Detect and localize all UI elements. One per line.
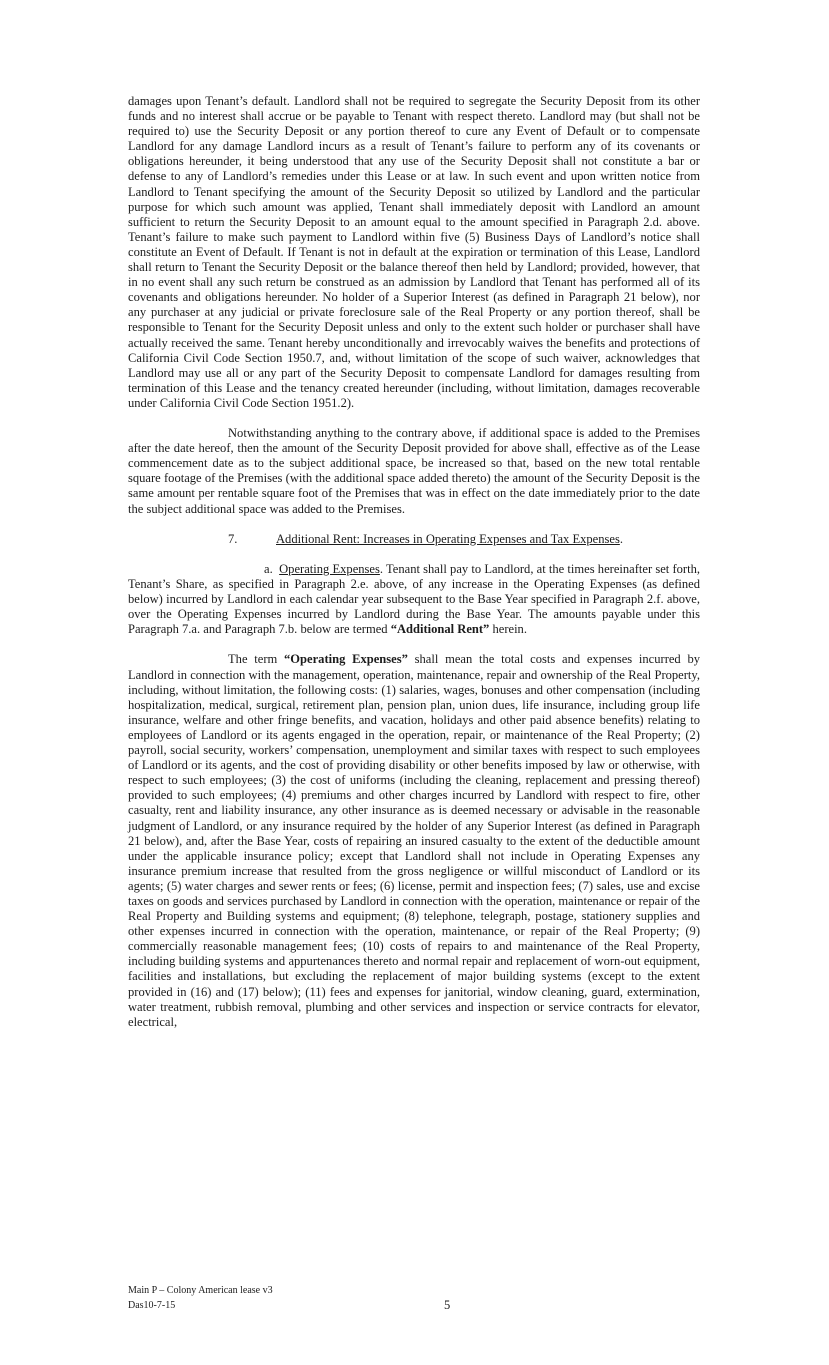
section-7-heading [128,532,700,547]
paragraph-7a-text-1: . Tenant shall pay to Landlord, at the times hereinafter set forth, Tenant’s Share, as specified in Paragraph 2.e. above, of any increase in the Operating Expenses (as defined below) incurred by Landlord in each calendar year subsequent to the Base Year specified in Paragraph 2.f. above, over the Operating Expenses incurred by Landlord during the Base Year. The amounts payable under this Paragraph 7.a. and Paragraph 7.b. below are termed [128,561,700,637]
section-7-number: 7. [228,531,238,546]
opex-text-2: shall mean the total costs and expenses incurred by Landlord in connection with the management, operation, maintenance, repair and ownership of the Real Property, including, without limitation, the following costs: (1) salaries, wages, bonuses and other compensation (including hospitalization, medical, surgical, retirement plan, pension plan, union dues, life insurance, including group life insurance, welfare and other fringe benefits, and vacation, holidays and other paid absence benefits) relating to employees of Landlord or its agents engaged in the operation, repair, or maintenance of the Real Property; (2) payroll, social security, workers’ compensation, unemployment and similar taxes with respect to such employees of Landlord or its agents, and the cost of providing disability or other benefits imposed by law or otherwise, with respect to such employees; (3) the cost of uniforms (including the cleaning, replacement and pressing thereof) provided to such employees; (4) premiums and other charges incurred by Landlord with respect to fire, other casualty, rent and liability insurance, any other insurance as is deemed necessary or advisable in the reasonable judgment of Landlord, or any insurance required by the holder of any Superior Interest (as defined in Paragraph 21 below), and, after the Base Year, costs of repairing an insured casualty to the extent of the deductible amount under the applicable insurance policy; except that Landlord shall not include in Operating Expenses any insurance premium increase that resulted from the gross negligence or willful misconduct of Landlord or its agents; (5) water charges and sewer rents or fees; (6) license, permit and inspection fees; (7) sales, use and excise taxes on goods and services purchased by Landlord in connection with the operation, maintenance or repair of the Real Property and Building systems and equipment; (8) telephone, telegraph, postage, stationery supplies and other expenses incurred in connection with the operation, maintenance, or repair of the Real Property; (9) commercially reasonable management fees; (10) costs of repairs to and maintenance of the Real Property, including building systems and appurtenances thereto and normal repair and replacement of worn-out equipment, facilities and installations, but excluding the replacement of major building systems (except to the extent provided in (16) and (17) below); (11) fees and expenses for janitorial, window cleaning, guard, extermination, water treatment, rubbish removal, plumbing and other services and inspection or service contracts for elevator, electrical, [128,652,701,1029]
paragraph-7a-marker: a. [264,561,273,576]
section-7-title-end: . [619,531,623,546]
section-7-title: Additional Rent: Increases in Operating Expenses and Tax Expenses [276,531,620,546]
lease-body [128,94,700,1045]
footer-doc-name: Main P – Colony American lease v3 [128,1285,273,1296]
opex-text-1: The term [228,652,285,667]
footer-doc-code: Das10-7-15 [128,1299,176,1311]
additional-rent-term: “Additional Rent” [390,622,490,637]
paragraph-7a-text-2: herein. [489,622,527,637]
operating-expenses-definition [128,652,700,1029]
paragraph-7a [128,562,700,637]
operating-expenses-term: “Operating Expenses” [284,652,408,667]
security-deposit-paragraph: damages upon Tenant’s default. Landlord shall not be required to segregate the Security Deposit from its other funds and no interest shall accrue or be payable to Tenant with respect thereto. Landlord may (but shall not be required to) use the Security Deposit or any portion thereof to cure any Event of Default or to compensate Landlord for any damage Landlord incurs as a result of Tenant’s failure to perform any of its covenants or obligations hereunder, it being understood that any use of the Security Deposit shall not constitute a bar or defense to any of Landlord’s remedies under this Lease or at law. In such event and upon written notice from Landlord to Tenant specifying the amount of the Security Deposit so utilized by Landlord and the particular purpose for which such amount was applied, Tenant shall immediately deposit with Landlord an amount sufficient to return the Security Deposit to an amount equal to the amount specified in Paragraph 2.d. above. Tenant’s failure to make such payment to Landlord within five (5) Business Days of Landlord’s notice shall constitute an Event of Default. If Tenant is not in default at the expiration or termination of this Lease, Landlord shall return to Tenant the Security Deposit or the balance thereof then held by Landlord; provided, however, that in no event shall any such return be construed as an admission by Landlord that Tenant has performed all of its covenants and obligations hereunder. No holder of a Superior Interest (as defined in Paragraph 21 below), nor any purchaser at any judicial or private foreclosure sale of the Real Property or any portion thereof, shall be responsible to Tenant for the Security Deposit unless and only to the extent such holder or purchaser shall have actually received the same. Tenant hereby unconditionally and irrevocably waives the benefits and protections of California Civil Code Section 1950.7, and, without limitation of the scope of such waiver, acknowledges that Landlord may use all or any part of the Security Deposit to compensate Landlord for damages resulting from termination of this Lease and the tenancy created hereunder (including, without limitation, damages recoverable under California Civil Code Section 1951.2). [128,94,700,410]
footer-doc-info [128,1284,273,1313]
paragraph-7a-heading: Operating Expenses [279,561,380,576]
page-number: 5 [444,1298,451,1312]
additional-space-paragraph: Notwithstanding anything to the contrary above, if additional space is added to the Premises after the date hereof, then the amount of the Security Deposit provided for above shall, effective as of the Lease commencement date as to the subject additional space, be increased so that, based on the new total rentable square footage of the Premises (with the additional space added thereto) the amount of the Security Deposit is the same amount per rentable square foot of the Premises that was in effect on the date immediately prior to the date the subject additional space was added to the Premises. [128,426,700,516]
